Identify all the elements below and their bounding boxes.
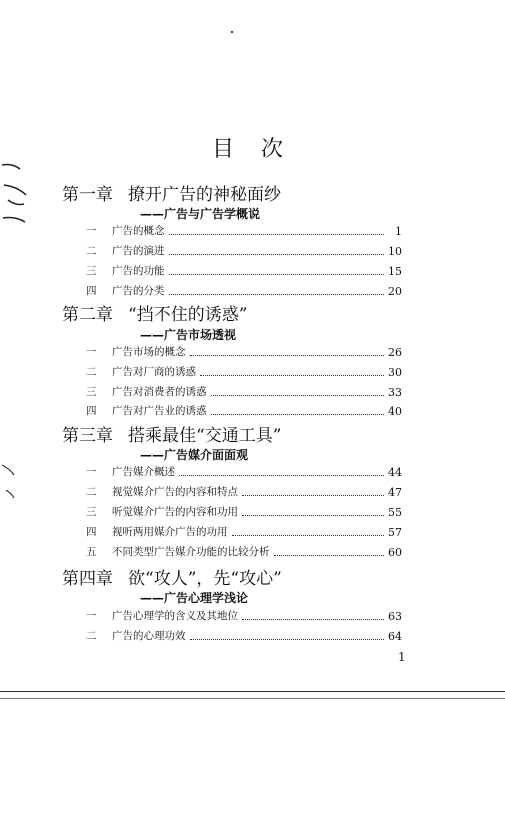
toc-entry — [86, 385, 402, 399]
toc-entry — [86, 404, 402, 418]
entry-text: 广告对广告业的诱惑 — [112, 405, 207, 417]
entry-page: 30 — [388, 366, 402, 379]
toc-entry — [86, 284, 402, 298]
toc-entry — [86, 609, 402, 623]
chapter-subtitle: ——广告市场透视 — [140, 328, 237, 342]
entry-text: 广告对厂商的诱惑 — [112, 366, 196, 378]
entry-index: 四 — [86, 526, 97, 538]
entry-text: 广告的分类 — [112, 285, 165, 297]
chapter-subtitle: ——广告心理学浅论 — [140, 591, 249, 605]
entry-page: 60 — [388, 546, 402, 559]
leader-dots — [211, 414, 385, 415]
entry-index: 五 — [86, 546, 97, 558]
toc-entry — [86, 525, 402, 539]
entry-index: 二 — [86, 366, 97, 378]
entry-text: 广告的概念 — [112, 225, 165, 237]
leader-dots — [169, 274, 385, 275]
chapter-number: 第三章 — [62, 426, 113, 446]
page-title: 目 次 — [212, 137, 293, 162]
chapter-heading — [62, 564, 282, 589]
leader-dots — [211, 395, 385, 396]
leader-dots — [200, 375, 384, 376]
chapter-title: “挡不住的诱惑” — [128, 305, 248, 325]
entry-index: 二 — [86, 630, 97, 642]
toc-entry — [86, 485, 402, 499]
toc-entry — [86, 465, 402, 479]
leader-dots — [179, 475, 384, 476]
chapter-subtitle: ——广告与广告学概说 — [140, 207, 261, 221]
entry-index: 四 — [86, 285, 97, 297]
entry-page: 64 — [388, 630, 402, 643]
toc-entry — [86, 345, 402, 359]
leader-dots — [274, 555, 385, 556]
toc-entry — [86, 505, 402, 519]
chapter-number: 第二章 — [62, 305, 113, 325]
entry-page: 47 — [388, 486, 402, 499]
toc-entry — [86, 365, 402, 379]
chapter-title: 搭乘最佳“交通工具” — [128, 426, 282, 446]
entry-index: 二 — [86, 486, 97, 498]
entry-index: 一 — [86, 225, 97, 237]
entry-page: 44 — [388, 466, 402, 479]
entry-index: 二 — [86, 245, 97, 257]
leader-dots — [242, 495, 384, 496]
toc-entry — [86, 244, 402, 258]
entry-text: 不同类型广告媒介功能的比较分析 — [112, 546, 270, 558]
entry-text: 广告的演进 — [112, 245, 165, 257]
chapter-number: 第四章 — [62, 569, 113, 589]
leader-dots — [232, 535, 385, 536]
entry-page: 1 — [395, 225, 402, 238]
leader-dots — [242, 619, 384, 620]
entry-page: 26 — [388, 346, 402, 359]
entry-page: 63 — [388, 610, 402, 623]
chapter-heading — [62, 300, 247, 325]
leader-dots — [190, 639, 385, 640]
leader-dots — [242, 515, 384, 516]
entry-page: 15 — [388, 265, 402, 278]
leader-dots — [169, 254, 385, 255]
entry-index: 三 — [86, 265, 97, 277]
entry-text: 广告媒介概述 — [112, 466, 175, 478]
entry-page: 57 — [388, 526, 402, 539]
entry-text: 视听两用媒介广告的功用 — [112, 526, 228, 538]
entry-text: 广告的功能 — [112, 265, 165, 277]
entry-index: 四 — [86, 405, 97, 417]
entry-text: 广告市场的概念 — [112, 346, 186, 358]
toc-entry — [86, 224, 402, 238]
chapter-title: 撩开广告的神秘面纱 — [128, 185, 281, 205]
toc-entry — [86, 629, 402, 643]
entry-index: 三 — [86, 506, 97, 518]
entry-text: 广告的心理功效 — [112, 630, 186, 642]
toc-entry — [86, 545, 402, 559]
entry-page: 55 — [388, 506, 402, 519]
entry-index: 一 — [86, 466, 97, 478]
bottom-rule-secondary — [0, 698, 505, 699]
entry-page: 20 — [388, 285, 402, 298]
leader-dots — [169, 234, 385, 235]
leader-dots — [169, 294, 385, 295]
entry-index: 一 — [86, 346, 97, 358]
chapter-heading — [62, 180, 281, 205]
chapter-number: 第一章 — [62, 185, 113, 205]
chapter-heading — [62, 421, 281, 446]
entry-text: 广告心理学的含义及其地位 — [112, 610, 238, 622]
leader-dots — [190, 355, 385, 356]
page-number: 1 — [398, 650, 406, 664]
entry-text: 广告对消费者的诱惑 — [112, 386, 207, 398]
chapter-title: 欲“攻人”，先“攻心” — [128, 569, 282, 589]
toc-entry — [86, 264, 402, 278]
bottom-rule — [0, 691, 505, 692]
entry-text: 听觉媒介广告的内容和功用 — [112, 506, 238, 518]
entry-index: 三 — [86, 386, 97, 398]
entry-page: 10 — [388, 245, 402, 258]
entry-index: 一 — [86, 610, 97, 622]
entry-page: 40 — [388, 405, 402, 418]
entry-text: 视觉媒介广告的内容和特点 — [112, 486, 238, 498]
entry-page: 33 — [388, 386, 402, 399]
chapter-subtitle: ——广告媒介面面观 — [140, 448, 249, 462]
